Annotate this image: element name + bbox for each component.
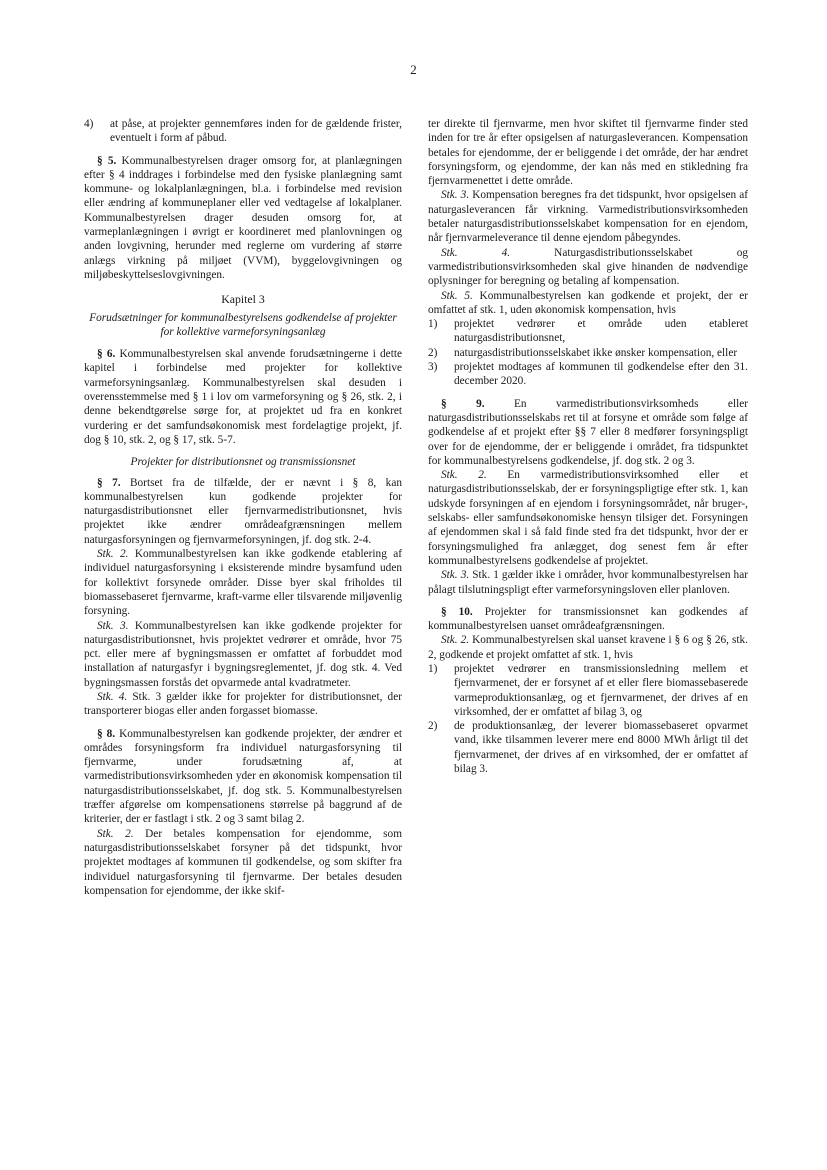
list-text: projektet vedrører en transmissionsledning mellem et fjernvarmenet, der er forsynet af et eller flere biomassebaserede varmeproduktionsanlæg, og et fjernvarmenet, der drives af en virksomhed, der er omfattet af bilag 3, og — [454, 662, 748, 718]
section-8-stk-5 — [428, 289, 748, 318]
list-text: at påse, at projekter gennemføres inden for de gældende frister, eventuelt i form af påbud. — [110, 118, 402, 145]
stk-text: En varmedistributionsvirksomhed eller et naturgasdistributionsselskab, der er forsyningspligtige efter stk. 1, kan udskyde forsyningen af en ejendom i forsyningsområdet, når bruger-, selskabs- eller samfundsøkonomiske hensyn tilsiger det. Forsyningen af ejendommen skal i så fald finde sted fra det tidspunkt, hvor der er forsyningsmulighed fra anlægget, dog senest fem år efter kommunalbestyrelsens godkendelse af projektet. — [428, 469, 748, 567]
section-9-stk-2 — [428, 468, 748, 568]
section-text: Kommunalbestyrelsen drager omsorg for, at planlægningen efter § 4 inddrages i forbindelse med den fysiske planlægning samt kommune- og lokalplanlægningen, bl.a. i forbindelse med revision eller ændring af kommuneplaner eller ved vedtagelse af lokalplaner. Kommunalbestyrelsen drager desuden omsorg for, at varmeplanlægningen i øvrigt er koordineret med planlovningen og anden lovgivning, herunder med reglerne om vurdering af større anlægs virkning på miljøet (VVM), byggelovgivningen og miljøbeskyttelseslovgivningen. — [84, 154, 402, 281]
list-text: de produktionsanlæg, der leverer biomassebaseret opvarmet vand, ikke tilsammen leverer mere end 8000 MWh årligt til det fjernvarmenet, der drives af en virksomhed, der er omfattet af bilag 3. — [454, 720, 748, 776]
section-7-stk-3 — [84, 619, 402, 690]
stk-text: Stk. 3 gælder ikke for projekter for distributionsnet, der transporterer biogas eller anden forgasset biomasse. — [84, 690, 402, 718]
section-10 — [428, 605, 748, 634]
list-number: 4) — [84, 118, 94, 130]
section-6 — [84, 347, 402, 447]
section-7-stk-2 — [84, 547, 402, 618]
stk-label: Stk. 3. — [441, 569, 470, 582]
stk-text: Kommunalbestyrelsen kan godkende et projekt, der er omfattet af stk. 1, uden økonomisk kompensation, hvis — [428, 289, 748, 316]
section-9-stk-3 — [428, 568, 748, 597]
section-8-stk-2 — [84, 827, 402, 898]
subheading: Projekter for distributionsnet og transmissionsnet — [130, 456, 356, 469]
list-item — [428, 719, 748, 776]
section-label: § 8. — [97, 727, 116, 740]
list-number: 1) — [428, 318, 438, 331]
left-column — [84, 117, 402, 898]
list-text: naturgasdistributionsselskabet ikke ønsker kompensation, eller — [454, 346, 738, 359]
list-number: 2) — [428, 346, 438, 359]
chapter-title: Kapitel 3 — [221, 292, 265, 307]
section-10-stk-2 — [428, 633, 748, 662]
right-column — [428, 117, 748, 776]
list-item — [428, 317, 748, 346]
stk-label: Stk. 2. — [441, 634, 470, 647]
section-text: Bortset fra de tilfælde, der er nævnt i § 8, kan kommunalbestyrelsen kun godkende projekter for naturgasdistributionsnet eller fjernvarmedistributionsnet, hvis projektet ikke ændrer områdeafgrænsningen mellem naturgasforsyningen og fjernvarmeforsyningen, jf. dog stk. 2-4. — [84, 476, 402, 546]
stk-label: Stk. 3. — [441, 189, 470, 202]
list-number: 3) — [428, 361, 438, 374]
section-8-stk-3 — [428, 188, 748, 245]
section-text: Kommunalbestyrelsen skal anvende forudsætningerne i dette kapitel i forbindelse med projekter for kollektive varmeforsyningsanlæg. Kommunalbestyrelsen skal desuden i overensstemmelse med § 1 i lov om varmeforsyning og § 26, stk. 2, i denne bekendtgørelse sørge for, at projektet ud fra en konkret vurdering er det samfundsøkonomisk mest fordelagtige projekt, jf. dog § 10, stk. 2, og § 17, stk. 5-7. — [84, 348, 402, 446]
list-item — [428, 360, 748, 389]
list-text: projektet vedrører et område uden etableret naturgasdistributionsnet, — [454, 318, 748, 345]
stk-text: Naturgasdistributionsselskabet og varmedistributionsvirksomheden skal give hinanden de nødvendige oplysninger for beregning og betaling af kompensation. — [428, 246, 748, 288]
section-label: § 6. — [97, 348, 116, 361]
list-item-4 — [84, 117, 402, 146]
stk-label: Stk. 2. — [441, 469, 487, 482]
stk-text: Kommunalbestyrelsen skal uanset kravene i § 6 og § 26, stk. 2, godkende et projekt omfattet af stk. 1, hvis — [428, 634, 748, 661]
stk-text: Stk. 1 gælder ikke i områder, hvor kommunalbestyrelsen har pålagt tilslutningspligt efter varmeforsyningsloven eller planloven. — [428, 569, 748, 596]
list-item — [428, 662, 748, 719]
section-label: § 10. — [441, 605, 473, 618]
list-text: projektet modtages af kommunen til godkendelse efter den 31. december 2020. — [454, 361, 748, 388]
section-text: Projekter for transmissionsnet kan godkendes af kommunalbestyrelsen uanset områdeafgrænsningen. — [428, 605, 748, 633]
section-text: En varmedistributionsvirksomheds eller naturgasdistributionsselskabs ret til at forsyne et område som følge af godkendelse af et projekt efter §§ 7 eller 8 medfører forsyningspligt over for de ejendomme, der er beliggende i området, fra tidspunktet for kommunalbestyrelsens godkendelse, jf. dog stk. 2 og 3. — [428, 397, 748, 467]
list-number: 1) — [428, 662, 438, 675]
stk-label: Stk. 4. — [441, 246, 511, 259]
stk-label: Stk. 5. — [441, 289, 473, 302]
section-7 — [84, 476, 402, 547]
stk-text: Der betales kompensation for ejendomme, som naturgasdistributionsselskabet forsyner på det tidspunkt, hvor projektet modtages af kommunen til godkendelse, og som skifter fra individuel naturgasforsyning til fjernvarme. Der betales desuden kompensation for ejendomme, der ikke skif- — [84, 827, 402, 897]
section-label: § 5. — [97, 154, 117, 167]
stk-label: Stk. 2. — [97, 827, 134, 840]
stk-text: Kompensation beregnes fra det tidspunkt, hvor opsigelsen af naturgasleverancen får virkning. Varmedistributionsvirksomheden betaler naturgasdistributionsselskabet kompensation for en ejendom, når fjernvarmeleverance til denne ejendom påbegyndes. — [428, 189, 748, 245]
stk-label: Stk. 2. — [97, 548, 129, 561]
stk-text: Kommunalbestyrelsen kan ikke godkende etablering af individuel naturgasforsyning i eksisterende mindre bysamfund uden for kollektivt forsynede områder. Disse byer skal friholdes til biomassebaseret fjernvarme, kraft-varme eller tilsvarende miljøvenlig forsyning. — [84, 548, 402, 618]
section-8-stk-4 — [428, 246, 748, 289]
chapter-subtitle: Forudsætninger for kommunalbestyrelsens godkendelse af projekter for kollektive varmeforsyningsanlæg — [89, 311, 397, 338]
section-5 — [84, 154, 402, 283]
stk-text: Kommunalbestyrelsen kan ikke godkende projekter for naturgasdistributionsnet, hvis projektet vedrører et område, hvor 75 pct. eller mere af bygningsmassen er omfattet af forbuddet mod installation af naturgasfyr i bygningsreglementet, jf. dog stk. 4. Ved bygningsmassen forstås det opvarmede antal kvadratmeter. — [84, 619, 402, 689]
section-8-stk-2-continued: ter direkte til fjernvarme, men hvor skiftet til fjernvarme finder sted inden for tre år efter opsigelsen af naturgasleverancen. Kompensation betales for ejendomme, der er beliggende i det område, der har ændret forsyningsform, og ejendomme, der kan nås med en stikledning fra fjernvarmenettet i dette område. — [428, 118, 748, 188]
section-9 — [428, 397, 748, 468]
list-number: 2) — [428, 720, 438, 733]
stk-label: Stk. 3. — [97, 619, 129, 632]
section-8 — [84, 727, 402, 827]
stk-label: Stk. 4. — [97, 690, 128, 703]
section-label: § 9. — [441, 397, 485, 410]
list-item — [428, 346, 748, 360]
section-label: § 7. — [97, 476, 121, 489]
section-7-stk-4 — [84, 690, 402, 719]
section-text: Kommunalbestyrelsen kan godkende projekter, der ændrer et områdes forsyningsform fra individuel naturgasforsyning til fjernvarme, under forudsætning af, at varmedistributionsvirksomheden yder en økonomisk kompensation til naturgasdistributionsselskabet, jf. dog stk. 5. Kommunalbestyrelsen træffer afgørelse om kompensationens størrelse på baggrund af de kriterier, der er fastlagt i stk. 2 og 3 samt bilag 2. — [84, 727, 402, 826]
page-number: 2 — [410, 62, 417, 77]
